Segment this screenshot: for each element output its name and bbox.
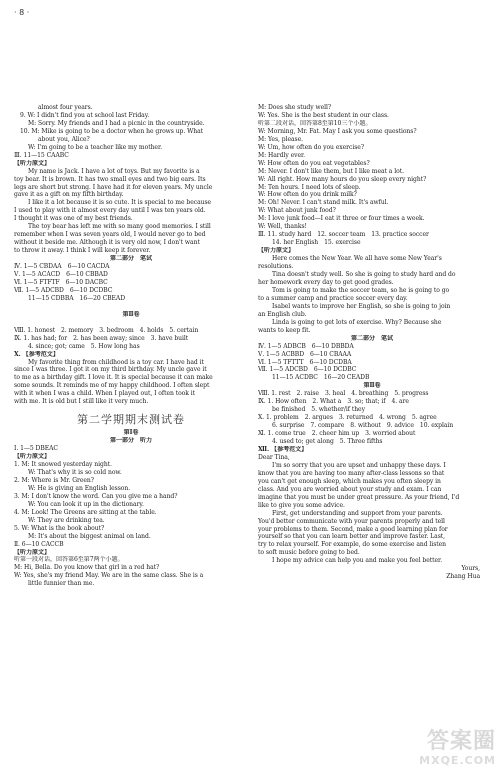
text-line: Ⅻ. 【参考范文】 <box>258 445 308 453</box>
text-line: Ⅸ. 1. has had; for 2. has been away; since 3. have built <box>14 334 189 342</box>
text-line: You'd better communicate with your parents properly and tell <box>258 517 445 525</box>
text-line: 第二部分 笔试 <box>351 334 393 342</box>
text-line: Zhang Hua <box>446 573 480 581</box>
text-line: 【听力原文】 <box>14 548 50 556</box>
text-line: W: You can look it up in the dictionary. <box>28 500 144 508</box>
text-line: W: Yes, she's my friend May. We are in the same class. She is a <box>14 572 204 580</box>
text-line: 9. W: I didn't find you at school last Friday. <box>20 111 150 119</box>
text-line: The toy bear has left me with so many good memories. I still <box>28 223 211 231</box>
text-line: to throw it away. I think I will keep it forever. <box>14 247 151 255</box>
text-line: 10. M: Mike is going to be a doctor when he grows up. What <box>20 127 204 135</box>
text-line: Ⅳ. 1—5 ADBCB 6—10 DBBDA <box>258 342 354 350</box>
text-line: Yours, <box>461 565 480 573</box>
text-line: 第一部分 听力 <box>110 437 152 445</box>
text-line: Ⅵ. 1—5 FTFTF 6—10 DACBC <box>14 278 108 286</box>
watermark-logo-text: 答案圈 <box>426 729 496 754</box>
text-line: Ⅸ. 1. How often 2. What a 3. so; that; if 4. are <box>258 398 409 406</box>
text-line <box>14 319 248 327</box>
text-line: I hope my advice can help you and make you feel better. <box>272 557 443 565</box>
text-line: I'm so sorry that you are upset and unhappy these days. I <box>272 461 446 469</box>
text-line: M: Oh! Never. I can't stand milk. It's awful. <box>258 199 389 207</box>
watermark-url: MXQE.COM <box>419 754 496 767</box>
text-line: Ⅳ. 1—5 CBDAA 6—10 CACDA <box>14 263 110 271</box>
text-line: 4. since; got; came 5. How long has <box>28 342 140 350</box>
text-line: 听第二段对话，回答第8至第10三个小题。 <box>258 119 372 127</box>
text-line <box>14 303 248 311</box>
text-line: 11—15 ACDBC 16—20 CEADB <box>272 374 370 382</box>
text-line: W: Um, how often do you exercise? <box>258 143 365 151</box>
text-line: try to relax yourself. For example, do some exercise and listen <box>258 541 447 549</box>
left-column <box>14 104 248 588</box>
text-line: My favorite thing from childhood is a toy car. I have had it <box>28 358 204 366</box>
text-line: W: I'm going to be a teacher like my mother. <box>28 143 162 151</box>
text-line: your problems to them. Second, make a good learning plan for <box>258 525 448 533</box>
text-line: know that you are having too many after-class lessons so that <box>258 469 445 477</box>
text-line: with me. It is old but I still like it very much. <box>14 398 149 406</box>
text-line: M: Sorry. My friends and I had a picnic in the countryside. <box>28 119 205 127</box>
text-line: Tom is going to make the soccer team, so he is going to go <box>272 286 450 294</box>
text-line: 【听力原文】 <box>258 247 294 255</box>
text-line: Ⅶ. 1—5 ADCBD 6—10 DCDBC <box>14 286 113 294</box>
text-line: Ⅹ. 【参考范文】 <box>14 350 59 358</box>
text-line: 4. M: Look! The Greens are sitting at the table. <box>14 508 157 516</box>
text-line: Tina doesn't study well. So she is going to study hard and do <box>272 271 456 279</box>
text-line: 2. M: Where is Mr. Green? <box>14 476 94 484</box>
text-line: W: Well, thanks! <box>258 223 307 231</box>
text-line: W: All right. How many hours do you sleep every night? <box>258 175 427 183</box>
text-line: since I was three. I got it on my third birthday. My uncle gave it <box>14 366 207 374</box>
text-line: legs are short but strong. I have had it for eleven years. My uncle <box>14 183 213 191</box>
watermark-logo <box>378 730 496 770</box>
text-line: 第二部分 笔试 <box>110 255 152 263</box>
text-line: I thought it was one of my best friends. <box>14 215 133 223</box>
text-line: remember when I was seven years old, I would never go to bed <box>14 231 206 239</box>
text-line: 4. used to; get along 5. Three fifths <box>272 438 383 446</box>
text-line: wants to keep fit. <box>258 326 311 334</box>
text-line: with it when I was a child. When I played out, I often took it <box>14 390 196 398</box>
text-line: W: What about junk food? <box>258 207 336 215</box>
text-line: 【听力原文】 <box>14 159 50 167</box>
text-line: W: That's why it is so cold now. <box>28 468 122 476</box>
text-line: I like it a lot because it is so cute. It is special to me because <box>28 199 212 207</box>
text-line: W: How often do you drink milk? <box>258 191 357 199</box>
text-line: you can't get enough sleep, which makes you often sleepy in <box>258 477 441 485</box>
text-line: Ⅲ. 11. study hard 12. soccer team 13. practice soccer <box>258 231 429 239</box>
text-line: class. And you are worried about your study and exam. I can <box>258 485 442 493</box>
text-line: M: I love junk food—I eat it three or four times a week. <box>258 215 425 223</box>
text-line: to a summer camp and practice soccer every day. <box>258 294 408 302</box>
text-line: toy bear. It is brown. It has two small eyes and two big ears. Its <box>14 175 206 183</box>
text-line: M: Does she study well? <box>258 104 332 111</box>
text-line: Dear Tina, <box>258 453 290 461</box>
page-number: · 8 · <box>14 8 30 17</box>
text-line: to me as a birthday gift. I love it. It is special because it can make <box>14 374 213 382</box>
text-line: imagine that you must be under great pressure. As your friend, I'd <box>258 493 460 501</box>
text-line: Ⅱ. 6—10 CACCB <box>14 540 64 548</box>
text-line: Ⅰ. 1—5 DBEAC <box>14 445 58 453</box>
text-line: 第二学期期末测试卷 <box>77 413 185 427</box>
text-line: her homework every day to get good grades. <box>258 278 394 286</box>
text-line: be finished 5. whether/if they <box>272 406 365 414</box>
text-line: Ⅲ. 11—15 CAABC <box>14 151 69 159</box>
text-line: Ⅴ. 1—5 ACACD 6—10 CBBAD <box>14 271 108 279</box>
text-line: about you, Alice? <box>38 135 90 143</box>
text-line: First, get understanding and support from your parents. <box>272 509 443 517</box>
text-line: M: It's about the biggest animal on land. <box>28 532 151 540</box>
right-column <box>258 104 486 581</box>
text-line: Ⅷ. 1. rest 2. raise 3. heal 4. breathing 5. progress <box>258 390 429 398</box>
text-line: without it beside me. Although it is very old now, I don't want <box>14 239 200 247</box>
text-line: 听第一段对话，回答第6至第7两个小题。 <box>14 556 124 564</box>
text-line: 第Ⅱ卷 <box>122 310 140 318</box>
text-line: 【听力原文】 <box>14 453 50 461</box>
text-line: 5. W: What is the book about? <box>14 524 105 532</box>
text-line: 1. M: It snowed yesterday night. <box>14 461 112 469</box>
text-line: Here comes the New Year. We all have some New Year's <box>272 255 442 263</box>
text-line: W: He is giving an English lesson. <box>28 484 131 492</box>
text-line: Linda is going to get lots of exercise. Why? Because she <box>272 318 442 326</box>
text-line: W: Yes. She is the best student in our class. <box>258 111 389 119</box>
text-line: little funnier than me. <box>28 580 95 588</box>
text-line: Ⅶ. 1—5 ADCBD 6—10 DCDBC <box>258 366 357 374</box>
text-line: W: They are drinking tea. <box>28 516 105 524</box>
text-line: like to give you some advice. <box>258 501 345 509</box>
text-line: M: Yes, please. <box>258 135 303 143</box>
text-line: yourself so that you can learn better and improve faster. Last, <box>258 533 446 541</box>
text-line: Ⅵ. 1—5 TFTTT 6—10 DCDBA <box>258 358 352 366</box>
text-line: gave it as a gift on my fifth birthday. <box>14 191 124 199</box>
text-line: I used to play with it almost every day until I was ten years old. <box>14 207 206 215</box>
text-line: Ⅺ. 1. come true 2. cheer him up 3. worried about <box>258 430 416 438</box>
text-line: W: How often do you eat vegetables? <box>258 159 370 167</box>
text-line: W: Morning, Mr. Fat. May I ask you some questions? <box>258 127 417 135</box>
text-line: My name is Jack. I have a lot of toys. But my favorite is a <box>28 167 200 175</box>
text-line: almost four years. <box>38 104 93 111</box>
text-line: M: Hardly ever. <box>258 151 306 159</box>
text-line: M: Ten hours. I need lots of sleep. <box>258 183 361 191</box>
text-line: Ⅴ. 1—5 ACBBD 6—10 CBAAA <box>258 350 352 358</box>
text-line: 3. M: I don't know the word. Can you give me a hand? <box>14 492 178 500</box>
text-line: M: Hi, Bella. Do you know that girl in a red hat? <box>14 564 160 572</box>
text-line: Ⅷ. 1. honest 2. memory 3. bedroom 4. holds 5. certain <box>14 326 199 334</box>
text-line: to soft music before going to bed. <box>258 549 360 557</box>
text-line: 第Ⅱ卷 <box>363 382 381 390</box>
text-line: Isabel wants to improve her English, so she is going to join <box>272 302 451 310</box>
text-line: 第Ⅰ卷 <box>123 429 139 437</box>
text-line: some sounds. It reminds me of my happy childhood. I often slept <box>14 382 210 390</box>
text-line: an English club. <box>258 310 307 318</box>
text-line: M: Never. I don't like them, but I like meat a lot. <box>258 167 404 175</box>
text-line: Ⅹ. 1. problem 2. argues 3. returned 4. wrong 5. agree <box>258 414 437 422</box>
text-line: 11—15 CDBBA 16—20 CBEAD <box>28 294 126 302</box>
text-line: 6. surprise 7. compare 8. without 9. advice 10. explain <box>272 422 454 430</box>
text-line: resolutions. <box>258 263 294 271</box>
text-line: 14. her English 15. exercise <box>272 239 361 247</box>
